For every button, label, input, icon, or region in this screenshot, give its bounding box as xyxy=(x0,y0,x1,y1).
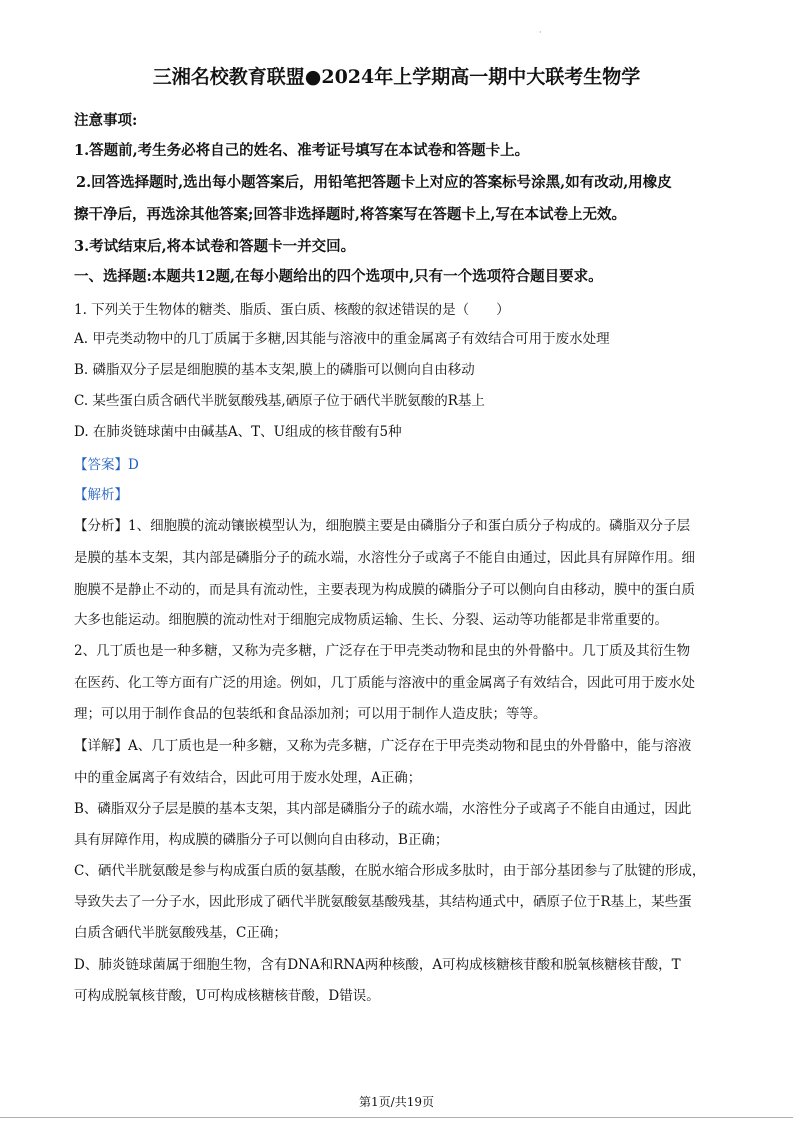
option-b: B. 磷脂双分子层是细胞膜的基本支架,膜上的磷脂可以侧向自由移动 xyxy=(74,362,475,378)
section-heading: 一、选择题:本题共12题,在每小题给出的四个选项中,只有一个选项符合题目要求。 xyxy=(74,268,603,285)
detail-line: 可构成脱氧核苷酸，U可构成核糖核苷酸，D错误。 xyxy=(74,988,380,1004)
answer-line: 【答案】D xyxy=(74,457,139,473)
detail-line: 导致失去了一分子水，因此形成了硒代半胱氨酸氨基酸残基，其结构通式中，硒原子位于R基上，某些蛋 xyxy=(74,894,692,910)
option-d: D. 在肺炎链球菌中由碱基A、T、U组成的核苷酸有5种 xyxy=(74,424,402,440)
notice-item-1: 1.答题前,考生务必将自己的姓名、准考证号填写在本试卷和答题卡上。 xyxy=(74,142,530,159)
analysis-line: 【分析】1、细胞膜的流动镶嵌模型认为，细胞膜主要是由磷脂分子和蛋白质分子构成的。磷脂双分子层 xyxy=(74,518,691,534)
detail-line: 白质含硒代半胱氨酸残基，C正确； xyxy=(74,925,287,941)
analysis-line: 理；可以用于制作食品的包装纸和食品添加剂；可以用于制作人造皮肤；等等。 xyxy=(74,706,547,722)
corner-mark: · xyxy=(539,28,542,37)
analysis-line: 胞膜不是静止不动的，而是具有流动性，主要表现为构成膜的磷脂分子可以侧向自由移动，膜中的蛋白质 xyxy=(74,582,695,598)
analysis-line: 在医药、化工等方面有广泛的用途。例如，几丁质能与溶液中的重金属离子有效结合，因此可用于废水处 xyxy=(74,675,695,691)
detail-line: 具有屏障作用，构成膜的磷脂分子可以侧向自由移动，B正确； xyxy=(74,832,449,848)
notice-item-2-line-1: 2.回答选择题时,选出每小题答案后，用铅笔把答题卡上对应的答案标号涂黑,如有改动,用橡皮 xyxy=(76,174,672,191)
notice-item-3: 3.考试结束后,将本试卷和答题卡一并交回。 xyxy=(74,238,356,255)
detail-line: 中的重金属离子有效结合，因此可用于废水处理，A正确； xyxy=(74,770,422,786)
notice-heading: 注意事项: xyxy=(74,112,138,129)
analysis-tag: 【解析】 xyxy=(74,487,128,503)
notice-item-2-line-2: 擦干净后，再选涂其他答案;回答非选择题时,将答案写在答题卡上,写在本试卷上无效。 xyxy=(74,206,626,223)
analysis-line: 2、几丁质也是一种多糖，又称为壳多糖，广泛存在于甲壳类动物和昆虫的外骨骼中。几丁质及其衍生物 xyxy=(74,643,691,659)
detail-line: D、肺炎链球菌属于细胞生物，含有DNA和RNA两种核酸，A可构成核糖核苷酸和脱氧核糖核苷酸，T xyxy=(74,957,681,973)
detail-line: B、磷脂双分子层是膜的基本支架，其内部是磷脂分子的疏水端，水溶性分子或离子不能自由通过，因此 xyxy=(74,801,692,817)
option-c: C. 某些蛋白质含硒代半胱氨酸残基,硒原子位于硒代半胱氨酸的R基上 xyxy=(74,393,485,409)
detail-line: 【详解】A、几丁质也是一种多糖，又称为壳多糖，广泛存在于甲壳类动物和昆虫的外骨骼中，能与溶液 xyxy=(74,738,692,754)
question-stem: 1. 下列关于生物体的糖类、脂质、蛋白质、核酸的叙述错误的是（ ） xyxy=(74,302,510,318)
analysis-line: 是膜的基本支架，其内部是磷脂分子的疏水端，水溶性分子或离子不能自由通过，因此具有屏障作用。细 xyxy=(74,550,695,566)
page-title: 三湘名校教育联盟●2024年上学期高一期中大联考生物学 xyxy=(152,66,641,88)
bottom-rule xyxy=(0,1117,793,1118)
page-footer: 第1页/共19页 xyxy=(359,1095,434,1109)
detail-line: C、硒代半胱氨酸是参与构成蛋白质的氨基酸，在脱水缩合形成多肽时，由于部分基团参与了肽键的形成， xyxy=(74,863,706,879)
analysis-line: 大多也能运动。细胞膜的流动性对于细胞完成物质运输、生长、分裂、运动等功能都是非常重要的。 xyxy=(74,612,668,628)
option-a: A. 甲壳类动物中的几丁质属于多糖,因其能与溶液中的重金属离子有效结合可用于废水处理 xyxy=(74,331,610,347)
